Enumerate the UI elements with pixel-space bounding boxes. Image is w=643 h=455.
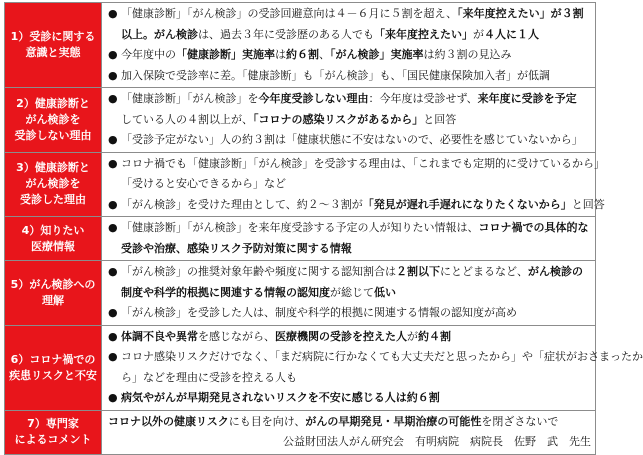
- bold-text: 低い: [374, 285, 396, 299]
- content-line: [108, 154, 605, 175]
- row-header: 6）コロナ禍での 疾患リスクと不安: [5, 325, 102, 410]
- table-row: [5, 217, 596, 261]
- content-line: [108, 283, 591, 304]
- row-header: 7）専門家 によるコメント: [5, 410, 102, 454]
- text: 今年度中の: [121, 48, 176, 61]
- bold-text: 約６割: [286, 48, 319, 61]
- bold-text: 制度や科学的根拠に関連する情報の認知度: [121, 285, 330, 299]
- text: 「がん検診」の推奨対象年齢や頻度に関する認知割合は: [121, 265, 396, 278]
- text: が総じて: [330, 285, 374, 299]
- bullet-icon: ●: [108, 7, 118, 20]
- bold-text: 「がん検診」実施率: [330, 48, 424, 61]
- bullet-icon: ●: [108, 350, 118, 363]
- text: 「がん検診」を受診した人は、制度や科学的根拠に関連する情報の認知度が高め: [121, 306, 517, 319]
- content-line: [108, 239, 591, 260]
- row-header: 4）知りたい 医療情報: [5, 217, 102, 261]
- bold-text: 約４割: [418, 329, 451, 343]
- bullet-icon: ●: [108, 306, 118, 319]
- text: を感じながら、: [198, 329, 275, 343]
- row-content: [102, 261, 596, 326]
- content-line: [108, 262, 591, 283]
- text: している人の４割以上が、: [121, 112, 253, 126]
- bold-text: 病気やがんが早期発見されないリスクを不安に感じる人は約６割: [121, 391, 440, 404]
- text: は約３割の見込み: [423, 48, 512, 61]
- text: は、過去３年に受診歴のある人でも: [198, 27, 374, 41]
- row-content: [102, 325, 643, 410]
- content-line: [108, 174, 591, 195]
- bullet-icon: ●: [108, 265, 118, 278]
- text: と回答: [423, 112, 457, 126]
- content-line: [108, 347, 643, 368]
- content-line: [108, 412, 591, 433]
- text: を閉ざさないで: [481, 414, 559, 428]
- text: コロナ感染リスクだけでなく、「まだ病院に行かなくても大丈夫だと思ったから」や「症状がおさまったか: [121, 350, 643, 363]
- bold-text: 体調不良や異常: [121, 329, 198, 343]
- bullet-icon: ●: [108, 133, 118, 146]
- content-line: [108, 89, 591, 110]
- content-line: [108, 4, 591, 25]
- text: にも目を向け、: [228, 414, 306, 428]
- text: は: [275, 48, 286, 61]
- bold-text: コロナ禍での具体的な: [478, 221, 589, 234]
- row-header: 3）健康診断と がん検診を 受診した理由: [5, 152, 102, 217]
- row-content: [102, 88, 596, 153]
- row-content: [102, 217, 596, 261]
- content-line: [108, 110, 591, 131]
- bullet-icon: ●: [108, 48, 118, 61]
- row-content: [102, 3, 596, 88]
- bullet-icon: ●: [108, 68, 118, 82]
- bullet-icon: ●: [108, 92, 118, 105]
- text: 「健康診断」「がん検診」を来年度受診する予定の人が知りたい情報は、: [121, 221, 479, 234]
- bold-text: がんの早期発見・早期治療の可能性: [305, 414, 482, 428]
- bold-text: 来年度に受診を予定: [477, 92, 577, 105]
- bold-text: 以上。: [121, 27, 154, 41]
- text: 「健康診断」「がん検診」を: [121, 92, 259, 105]
- row-header: 2）健康診断と がん検診を 受診しない理由: [5, 88, 102, 153]
- text: ら」などを理由に受診を控える人も: [121, 370, 297, 384]
- survey-summary-table: [4, 2, 643, 455]
- bullet-icon: ●: [108, 221, 118, 234]
- content-line: [108, 25, 591, 46]
- table-row: [5, 3, 596, 88]
- bold-text: ２割以下: [396, 265, 440, 278]
- table-row: [5, 261, 596, 326]
- text: 「健康診断」「がん検診」の受診回避意向は４－６月に５割を超え、: [121, 7, 458, 20]
- content-line: [108, 303, 591, 324]
- content-line: [108, 195, 605, 216]
- bold-text: がん検診: [154, 27, 198, 41]
- text: 「がん検診」を受けた理由として、約２～３割が: [121, 197, 363, 211]
- content-line: [108, 218, 591, 239]
- content-line: [108, 388, 591, 409]
- table-row: [5, 325, 596, 410]
- text: 、: [319, 48, 330, 61]
- text: 加入保険で受診率に差。「健康診断」も「がん検診」も、「国民健康保険加入者」が低調: [121, 68, 550, 82]
- text: と回答: [571, 197, 605, 211]
- table-row: [5, 88, 596, 153]
- bold-text: 「来年度控えたい」が３割: [457, 7, 584, 20]
- row-header: 1）受診に関する 意識と実態: [5, 3, 102, 88]
- bold-text: 「来年度控えたい」: [374, 27, 473, 41]
- text: コロナ禍でも「健康診断」「がん検診」を受診する理由は、「これまでも定期的に受けているから」: [121, 156, 605, 170]
- text: が: [407, 329, 418, 343]
- text: 「受けると安心できるから」など: [121, 177, 286, 190]
- content-line: [108, 368, 591, 389]
- bold-text: 医療機関の受診を控えた人: [275, 329, 407, 343]
- bold-text: 「発見が遅れ手遅れになりたくないから」: [362, 197, 572, 211]
- row-header: 5）がん検診への 理解: [5, 261, 102, 326]
- row-content: [102, 152, 605, 217]
- bold-text: 「コロナの感染リスクがあるから」: [253, 112, 424, 126]
- bullet-icon: ●: [108, 391, 118, 404]
- bullet-icon: ●: [108, 329, 118, 343]
- content-line: [108, 45, 591, 66]
- text: が: [473, 27, 484, 41]
- table-body: [5, 3, 643, 455]
- content-line: [108, 130, 591, 151]
- table-row: [5, 410, 596, 454]
- bold-text: ４人に１人: [484, 27, 539, 41]
- bold-text: コロナ以外の健康リスク: [108, 414, 229, 428]
- bold-text: 「健康診断」実施率: [176, 48, 275, 61]
- bold-text: 今年度受診しない理由: [258, 92, 369, 105]
- text: 「受診予定がない」人の約３割は「健康状態に不安はないので、必要性を感じていないから」: [121, 133, 583, 146]
- text: 公益財団法人がん研究会 有明病院 病院長 佐野 武 先生: [283, 435, 591, 448]
- row-content: [102, 410, 596, 454]
- bold-text: 受診や治療、感染リスク予防対策に関する情報: [121, 241, 352, 255]
- expert-signature: [108, 432, 591, 453]
- text: にとどまるなど、: [440, 265, 528, 278]
- bullet-icon: ●: [108, 156, 118, 170]
- table-row: [5, 152, 596, 217]
- bold-text: がん検診の: [528, 265, 583, 278]
- content-line: [108, 327, 591, 348]
- content-line: [108, 66, 591, 87]
- bullet-icon: ●: [108, 197, 118, 211]
- text: ：今年度は受診せず、: [368, 92, 478, 105]
